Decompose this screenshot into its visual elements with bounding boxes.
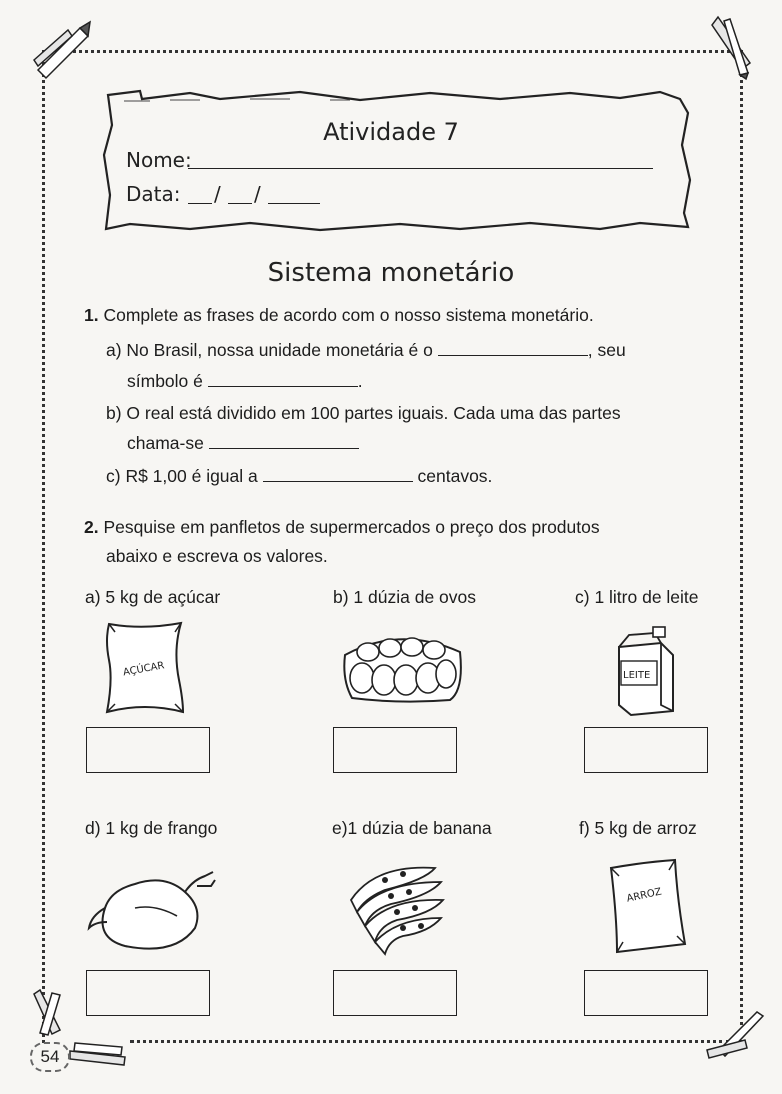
date-label: Data: xyxy=(126,182,181,206)
item-label-rice: f) 5 kg de arroz xyxy=(579,818,697,838)
date-year-field[interactable] xyxy=(268,203,320,204)
date-day-field[interactable] xyxy=(188,203,212,204)
milk-carton-icon xyxy=(615,625,680,717)
q1-a-symbol-text: símbolo é xyxy=(127,371,203,391)
page-number: 54 xyxy=(30,1042,70,1072)
price-box-rice[interactable] xyxy=(584,970,708,1016)
q2-number: 2. xyxy=(84,517,99,537)
q1-a-answer-1[interactable] xyxy=(438,355,588,356)
chicken-icon xyxy=(85,868,220,953)
bananas-icon xyxy=(345,860,447,960)
q1-a-text: a) No Brasil, nossa unidade monetária é o xyxy=(106,340,433,360)
item-label-chicken: d) 1 kg de frango xyxy=(85,818,218,838)
q1-c-text-post: centavos. xyxy=(417,466,493,486)
q1-b-line2 xyxy=(127,433,359,454)
price-box-chicken[interactable] xyxy=(86,970,210,1016)
q2-prompt-line1 xyxy=(84,517,600,538)
q2-prompt-text: Pesquise em panfletos de supermercados o preço dos produtos xyxy=(103,517,600,537)
q1-b-answer[interactable] xyxy=(209,448,359,449)
item-label-eggs: b) 1 dúzia de ovos xyxy=(333,587,477,607)
q1-a-line1 xyxy=(106,340,626,361)
rice-bag-text: ARROZ xyxy=(625,886,663,905)
date-month-field[interactable] xyxy=(228,203,252,204)
q1-b-line1: b) O real está dividido em 100 partes iguais. Cada uma das partes xyxy=(106,403,621,423)
pencil-icon xyxy=(705,1010,770,1070)
q1-c-answer[interactable] xyxy=(263,481,413,482)
q1-a-text-post: , seu xyxy=(587,340,626,360)
date-slash: / xyxy=(214,182,221,206)
q1-a-answer-2[interactable] xyxy=(208,386,358,387)
q1-a-line2 xyxy=(127,371,363,392)
q2-prompt-line2: abaixo e escreva os valores. xyxy=(106,546,328,566)
price-box-sugar[interactable] xyxy=(86,727,210,773)
pencil-icon xyxy=(28,20,98,80)
q1-c-text: c) R$ 1,00 é igual a xyxy=(106,466,258,486)
page-frame-bottom xyxy=(130,1040,730,1043)
item-label-bananas: e)1 dúzia de banana xyxy=(332,818,492,838)
q1-a-period: . xyxy=(357,371,363,391)
item-label-sugar: a) 5 kg de açúcar xyxy=(85,587,221,607)
q1-number: 1. xyxy=(84,305,99,325)
q1-b-text: chama-se xyxy=(127,433,204,453)
date-slash: / xyxy=(254,182,261,206)
price-box-bananas[interactable] xyxy=(333,970,457,1016)
q1-prompt-text: Complete as frases de acordo com o nosso sistema monetário. xyxy=(103,305,594,325)
section-heading: Sistema monetário xyxy=(267,258,515,288)
item-label-milk: c) 1 litro de leite xyxy=(575,587,699,607)
eggs-icon xyxy=(340,630,465,705)
name-field[interactable] xyxy=(188,168,653,169)
activity-title: Atividade 7 xyxy=(323,118,459,146)
sugar-bag-icon xyxy=(103,620,188,715)
milk-carton-text: LEITE xyxy=(623,670,651,681)
q1-c-line xyxy=(106,466,492,487)
sugar-bag-text: AÇÚCAR xyxy=(122,660,166,679)
price-box-eggs[interactable] xyxy=(333,727,457,773)
q1-prompt xyxy=(84,305,594,326)
pencil-icon xyxy=(710,15,760,80)
name-label: Nome: xyxy=(126,148,192,172)
rice-bag-icon xyxy=(605,858,690,953)
price-box-milk[interactable] xyxy=(584,727,708,773)
